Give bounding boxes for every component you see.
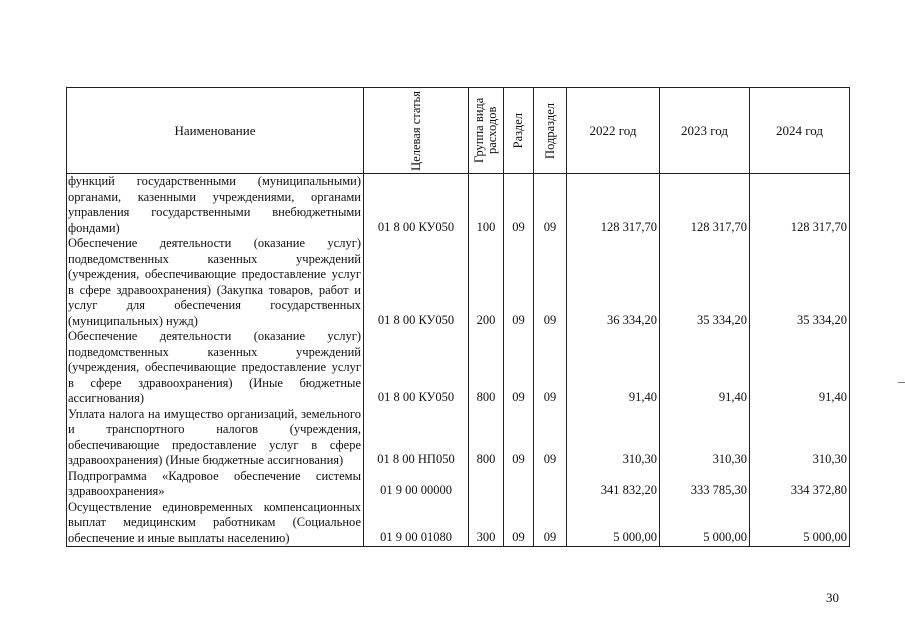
row-code: 01 8 00 КУ050 <box>364 236 469 329</box>
row-subsection: 09 <box>534 236 567 329</box>
table-row <box>67 407 850 469</box>
row-value-2023: 35 334,20 <box>660 236 750 329</box>
header-name: Наименование <box>67 88 364 174</box>
budget-table <box>66 87 850 547</box>
row-value-2024: 91,40 <box>750 329 850 407</box>
table-row <box>67 329 850 407</box>
row-value-2023: 5 000,00 <box>660 500 750 547</box>
row-group: 300 <box>469 500 504 547</box>
header-subsection: Подраздел <box>534 88 567 174</box>
table-row <box>67 500 850 547</box>
row-code: 01 9 00 01080 <box>364 500 469 547</box>
row-name: Обеспечение деятельности (оказание услуг) подведомственных казенных учреждений (учреждения, обеспечивающие предоставление услуг в сфере здравоохранения) (Иные бюджетные ассигнования) <box>67 329 364 407</box>
row-group: 800 <box>469 329 504 407</box>
row-value-2023: 128 317,70 <box>660 174 750 237</box>
page-number: 30 <box>826 590 839 605</box>
table-row <box>67 174 850 237</box>
row-value-2022: 91,40 <box>567 329 660 407</box>
row-section: 09 <box>504 236 534 329</box>
row-section: 09 <box>504 174 534 237</box>
row-value-2022: 310,30 <box>567 407 660 469</box>
header-target-article: Целевая статья <box>364 88 469 174</box>
row-group: 100 <box>469 174 504 237</box>
table-row <box>67 469 850 500</box>
row-value-2024: 35 334,20 <box>750 236 850 329</box>
row-section: 09 <box>504 407 534 469</box>
header-year-2023: 2023 год <box>660 88 750 174</box>
row-value-2023: 91,40 <box>660 329 750 407</box>
row-code: 01 8 00 НП050 <box>364 407 469 469</box>
header-section: Раздел <box>504 88 534 174</box>
row-section: 09 <box>504 329 534 407</box>
row-subsection: 09 <box>534 500 567 547</box>
table-row <box>67 236 850 329</box>
header-year-2022: 2022 год <box>567 88 660 174</box>
row-section: 09 <box>504 500 534 547</box>
row-group <box>469 469 504 500</box>
row-value-2022: 128 317,70 <box>567 174 660 237</box>
row-subsection: 09 <box>534 329 567 407</box>
row-name: Обеспечение деятельности (оказание услуг) подведомственных казенных учреждений (учреждения, обеспечивающие предоставление услуг в сфере здравоохранения) (Закупка товаров, работ и услуг для обеспечения государственных (муниципальных) нужд) <box>67 236 364 329</box>
row-name: Подпрограмма «Кадровое обеспечение системы здравоохранения» <box>67 469 364 500</box>
row-name: Уплата налога на имущество организаций, земельного и транспортного налогов (учреждения, обеспечивающие предоставление услуг в сфере здравоохранения) (Иные бюджетные ассигнования) <box>67 407 364 469</box>
row-value-2023: 333 785,30 <box>660 469 750 500</box>
row-value-2024: 128 317,70 <box>750 174 850 237</box>
row-value-2022: 36 334,20 <box>567 236 660 329</box>
header-year-2024: 2024 год <box>750 88 850 174</box>
row-group: 200 <box>469 236 504 329</box>
margin-mark <box>898 382 905 383</box>
table-header-row <box>67 88 850 174</box>
row-section <box>504 469 534 500</box>
row-name: Осуществление единовременных компенсационных выплат медицинским работникам (Социальное обеспечение и иные выплаты населению) <box>67 500 364 547</box>
row-subsection: 09 <box>534 174 567 237</box>
row-name: функций государственными (муниципальными) органами, казенными учреждениями, органами управления государственными внебюджетными фондами) <box>67 174 364 237</box>
row-group: 800 <box>469 407 504 469</box>
row-code: 01 8 00 КУ050 <box>364 329 469 407</box>
row-subsection <box>534 469 567 500</box>
header-expense-group: Группа вида расходов <box>469 88 504 174</box>
row-value-2022: 341 832,20 <box>567 469 660 500</box>
row-code: 01 8 00 КУ050 <box>364 174 469 237</box>
row-code: 01 9 00 00000 <box>364 469 469 500</box>
row-subsection: 09 <box>534 407 567 469</box>
row-value-2024: 5 000,00 <box>750 500 850 547</box>
row-value-2022: 5 000,00 <box>567 500 660 547</box>
row-value-2023: 310,30 <box>660 407 750 469</box>
row-value-2024: 310,30 <box>750 407 850 469</box>
row-value-2024: 334 372,80 <box>750 469 850 500</box>
